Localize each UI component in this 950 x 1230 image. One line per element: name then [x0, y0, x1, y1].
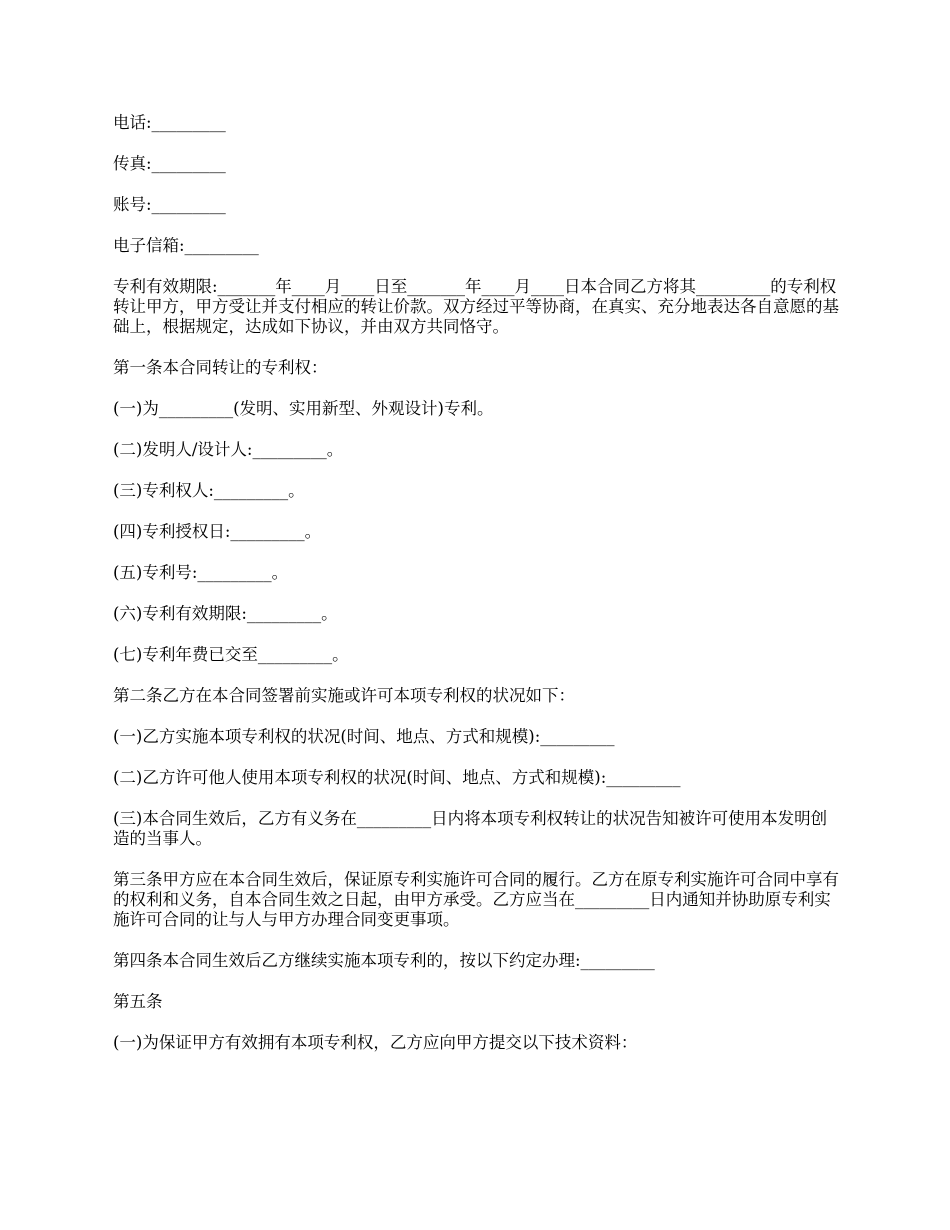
article-1-item-1: (一)为_________(发明、实用新型、外观设计)专利。: [113, 399, 494, 418]
article-5-item-1: (一)为保证甲方有效拥有本项专利权，乙方应向甲方提交以下技术资料：: [113, 1033, 638, 1052]
account-line: 账号:_________: [113, 195, 226, 214]
document-body: [113, 113, 839, 1074]
article-1-item-4: (四)专利授权日:_________。: [113, 522, 322, 541]
preamble-paragraph: 专利有效期限:_______年____月____日至_______年____月____日本合同乙方将其_________的专利权转让甲方，甲方受让并支付相应的转让价款。双方经过平等协商，在真实、充分地表达各自意愿的基础上，根据规定，达成如下协议，并由双方共同恪守。: [113, 277, 839, 336]
email-line: 电子信箱:_________: [113, 236, 259, 255]
article-4-paragraph: 第四条本合同生效后乙方继续实施本项专利的，按以下约定办理:_________: [113, 951, 655, 970]
article-5-heading: 第五条: [113, 992, 163, 1011]
phone-line: 电话:_________: [113, 113, 226, 132]
article-2-heading: 第二条乙方在本合同签署前实施或许可本项专利权的状况如下：: [113, 686, 575, 705]
article-1-item-2: (二)发明人/设计人:_________。: [113, 440, 344, 459]
article-1-item-7: (七)专利年费已交至_________。: [113, 645, 349, 664]
article-1-item-3: (三)专利权人:_________。: [113, 481, 305, 500]
article-1-heading: 第一条本合同转让的专利权：: [113, 358, 328, 377]
article-3-paragraph: 第三条甲方应在本合同生效后，保证原专利实施许可合同的履行。乙方在原专利实施许可合同中享有的权利和义务，自本合同生效之日起，由甲方承受。乙方应当在_________日内通知并协助原专利实施许可合同的让与人与甲方办理合同变更事项。: [113, 870, 839, 929]
article-1-item-6: (六)专利有效期限:_________。: [113, 604, 338, 623]
article-2-item-1: (一)乙方实施本项专利权的状况(时间、地点、方式和规模):_________: [113, 727, 615, 746]
fax-line: 传真:_________: [113, 154, 226, 173]
article-2-item-2: (二)乙方许可他人使用本项专利权的状况(时间、地点、方式和规模):_________: [113, 768, 681, 787]
article-2-item-3: (三)本合同生效后，乙方有义务在_________日内将本项专利权转让的状况告知被许可使用本发明创造的当事人。: [113, 809, 828, 848]
article-1-item-5: (五)专利号:_________。: [113, 563, 289, 582]
